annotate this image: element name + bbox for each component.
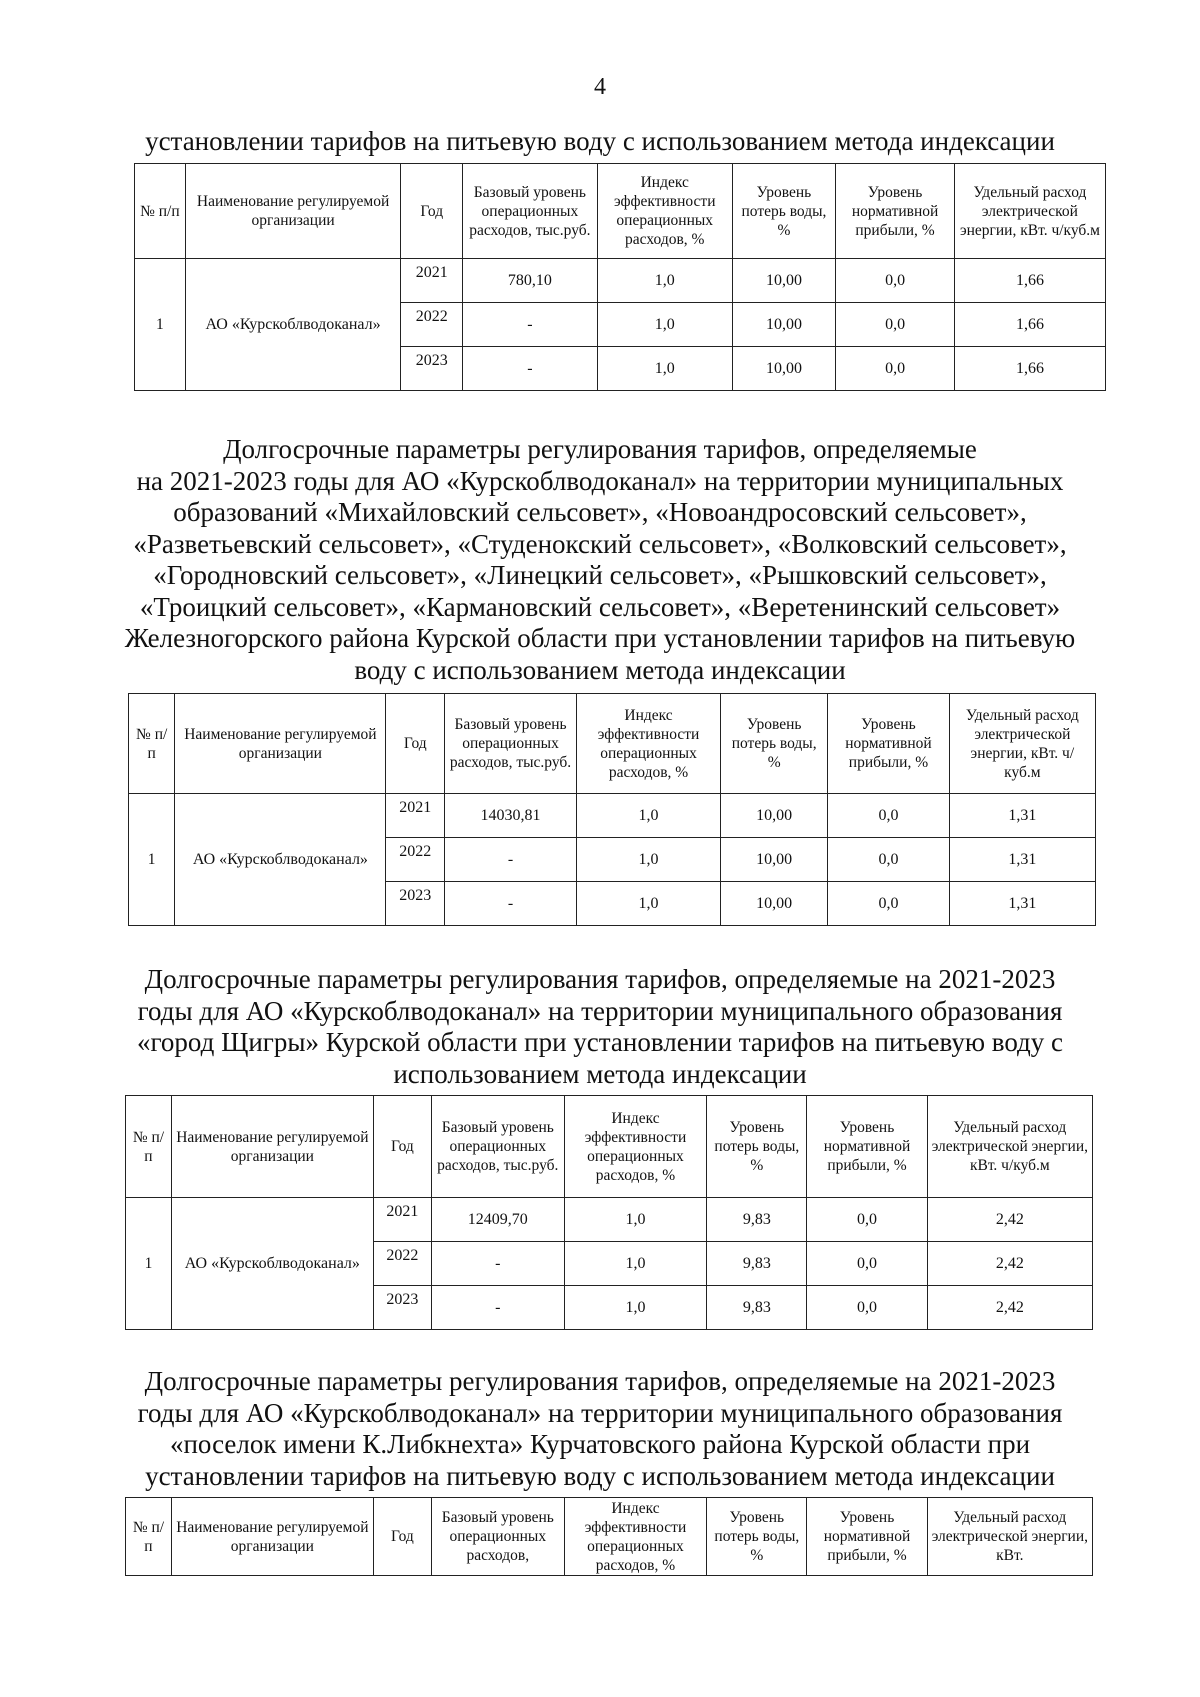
col-header-losses: Уровень потерь воды, % [707, 1096, 807, 1198]
energy-cell: 2,42 [927, 1286, 1092, 1330]
tariff-table-3 [125, 1095, 1093, 1330]
heading-line: Долгосрочные параметры регулирования тарифов, определяемые [223, 434, 977, 464]
base-cell: 780,10 [462, 259, 597, 303]
index-cell: 1,0 [576, 794, 720, 838]
index-cell: 1,0 [564, 1198, 707, 1242]
year-cell: 2023 [401, 347, 462, 391]
base-cell: 14030,81 [445, 794, 577, 838]
org-name: АО «Курскоблводоканал» [175, 794, 386, 926]
losses-cell: 10,00 [721, 794, 828, 838]
section-3-heading [100, 964, 1100, 1090]
col-header-losses: Уровень потерь воды, % [732, 164, 836, 259]
heading-line: Долгосрочные параметры регулирования тарифов, определяемые на 2021-2023 [144, 964, 1056, 994]
section-4-heading [100, 1366, 1100, 1492]
row-number: 1 [129, 794, 175, 926]
col-header-year: Год [373, 1498, 431, 1576]
heading-line: «Разветьевский сельсовет», «Студенокский сельсовет», «Волковский сельсовет», [133, 528, 1067, 559]
losses-cell: 10,00 [732, 259, 836, 303]
base-cell: - [431, 1286, 564, 1330]
index-cell: 1,0 [564, 1286, 707, 1330]
profit-cell: 0,0 [828, 838, 950, 882]
heading-line: «поселок имени К.Либкнехта» Курчатовского района Курской области при [169, 1429, 1031, 1459]
org-name: АО «Курскоблводоканал» [185, 259, 401, 391]
energy-cell: 1,66 [954, 303, 1105, 347]
energy-cell: 2,42 [927, 1242, 1092, 1286]
tariff-table-2 [128, 693, 1096, 926]
table-row [129, 794, 1096, 838]
index-cell: 1,0 [597, 303, 732, 347]
index-cell: 1,0 [597, 347, 732, 391]
energy-cell: 2,42 [927, 1198, 1092, 1242]
col-header-org: Наименование регулируемой организации [185, 164, 401, 259]
profit-cell: 0,0 [828, 882, 950, 926]
col-header-no: № п/п [129, 694, 175, 794]
losses-cell: 10,00 [721, 838, 828, 882]
heading-line: на 2021-2023 годы для АО «Курскоблводоканал» на территории муниципальных [136, 465, 1064, 496]
index-cell: 1,0 [576, 838, 720, 882]
col-header-losses: Уровень потерь воды, % [721, 694, 828, 794]
col-header-no: № п/п [126, 1096, 172, 1198]
profit-cell: 0,0 [836, 259, 955, 303]
heading-line: «город Щигры» Курской области при установлении тарифов на питьевую воду с [136, 1027, 1064, 1057]
col-header-index: Индекс эффективности операционных расходов, % [597, 164, 732, 259]
year-cell: 2021 [386, 794, 445, 838]
index-cell: 1,0 [597, 259, 732, 303]
col-header-org: Наименование регулируемой организации [171, 1498, 373, 1576]
col-header-base: Базовый уровень операционных расходов, тыс.руб. [431, 1096, 564, 1198]
col-header-base: Базовый уровень операционных расходов, тыс.руб. [462, 164, 597, 259]
tariff-table-1 [134, 163, 1106, 391]
losses-cell: 9,83 [707, 1242, 807, 1286]
row-number: 1 [126, 1198, 172, 1330]
col-header-year: Год [373, 1096, 431, 1198]
col-header-index: Индекс эффективности операционных расходов, % [576, 694, 720, 794]
profit-cell: 0,0 [807, 1242, 927, 1286]
heading-line: Долгосрочные параметры регулирования тарифов, определяемые на 2021-2023 [144, 1366, 1056, 1396]
col-header-energy: Удельный расход электрической энергии, кВт. [927, 1498, 1092, 1576]
org-name: АО «Курскоблводоканал» [171, 1198, 373, 1330]
index-cell: 1,0 [564, 1242, 707, 1286]
col-header-base: Базовый уровень операционных расходов, [431, 1498, 564, 1576]
profit-cell: 0,0 [807, 1286, 927, 1330]
row-number: 1 [135, 259, 186, 391]
section-1-heading [100, 126, 1100, 158]
col-header-year: Год [386, 694, 445, 794]
profit-cell: 0,0 [807, 1198, 927, 1242]
heading-line: годы для АО «Курскоблводоканал» на территории муниципального образования [137, 1397, 1063, 1428]
col-header-year: Год [401, 164, 462, 259]
col-header-profit: Уровень нормативной прибыли, % [828, 694, 950, 794]
year-cell: 2022 [386, 838, 445, 882]
col-header-energy: Удельный расход электрической энергии, кВт. ч/куб.м [927, 1096, 1092, 1198]
year-cell: 2023 [373, 1286, 431, 1330]
col-header-org: Наименование регулируемой организации [175, 694, 386, 794]
energy-cell: 1,66 [954, 259, 1105, 303]
heading-line: воду с использованием метода индексации [354, 654, 846, 685]
profit-cell: 0,0 [836, 347, 955, 391]
col-header-profit: Уровень нормативной прибыли, % [836, 164, 955, 259]
col-header-index: Индекс эффективности операционных расходов, % [564, 1096, 707, 1198]
losses-cell: 9,83 [707, 1198, 807, 1242]
col-header-base: Базовый уровень операционных расходов, тыс.руб. [445, 694, 577, 794]
col-header-losses: Уровень потерь воды, % [707, 1498, 807, 1576]
heading-line: годы для АО «Курскоблводоканал» на территории муниципального образования [137, 995, 1063, 1026]
col-header-org: Наименование регулируемой организации [171, 1096, 373, 1198]
base-cell: - [431, 1242, 564, 1286]
col-header-no: № п/п [126, 1498, 172, 1576]
page-number: 4 [594, 74, 606, 100]
heading-line: Железногорского района Курской области при установлении тарифов на питьевую [124, 623, 1076, 653]
col-header-profit: Уровень нормативной прибыли, % [807, 1096, 927, 1198]
losses-cell: 9,83 [707, 1286, 807, 1330]
table-row [135, 259, 1106, 303]
base-cell: - [445, 838, 577, 882]
losses-cell: 10,00 [732, 347, 836, 391]
heading-line: «Троицкий сельсовет», «Кармановский сельсовет», «Веретенинский сельсовет» [139, 591, 1061, 622]
col-header-energy: Удельный расход электрической энергии, кВт. ч/куб.м [954, 164, 1105, 259]
base-cell: - [462, 347, 597, 391]
heading-line: использованием метода индексации [393, 1058, 807, 1089]
year-cell: 2021 [401, 259, 462, 303]
heading-line: установлении тарифов на питьевую воду с использованием метода индексации [145, 1460, 1055, 1491]
heading-line: образований «Михайловский сельсовет», «Новоандросовский сельсовет», [173, 497, 1027, 527]
losses-cell: 10,00 [721, 882, 828, 926]
col-header-no: № п/п [135, 164, 186, 259]
index-cell: 1,0 [576, 882, 720, 926]
year-cell: 2022 [401, 303, 462, 347]
losses-cell: 10,00 [732, 303, 836, 347]
base-cell: - [462, 303, 597, 347]
year-cell: 2021 [373, 1198, 431, 1242]
energy-cell: 1,66 [954, 347, 1105, 391]
col-header-profit: Уровень нормативной прибыли, % [807, 1498, 927, 1576]
year-cell: 2022 [373, 1242, 431, 1286]
heading-line: установлении тарифов на питьевую воду с использованием метода индексации [145, 126, 1055, 156]
col-header-energy: Удельный расход электрической энергии, кВт. ч/куб.м [949, 694, 1095, 794]
energy-cell: 1,31 [949, 794, 1095, 838]
heading-line: «Городновский сельсовет», «Линецкий сельсовет», «Рышковский сельсовет», [153, 560, 1047, 590]
tariff-table-4 [125, 1497, 1093, 1576]
profit-cell: 0,0 [836, 303, 955, 347]
profit-cell: 0,0 [828, 794, 950, 838]
base-cell: - [445, 882, 577, 926]
table-row [126, 1198, 1093, 1242]
energy-cell: 1,31 [949, 838, 1095, 882]
energy-cell: 1,31 [949, 882, 1095, 926]
col-header-index: Индекс эффективности операционных расходов, % [564, 1498, 707, 1576]
year-cell: 2023 [386, 882, 445, 926]
base-cell: 12409,70 [431, 1198, 564, 1242]
section-2-heading [100, 434, 1100, 686]
